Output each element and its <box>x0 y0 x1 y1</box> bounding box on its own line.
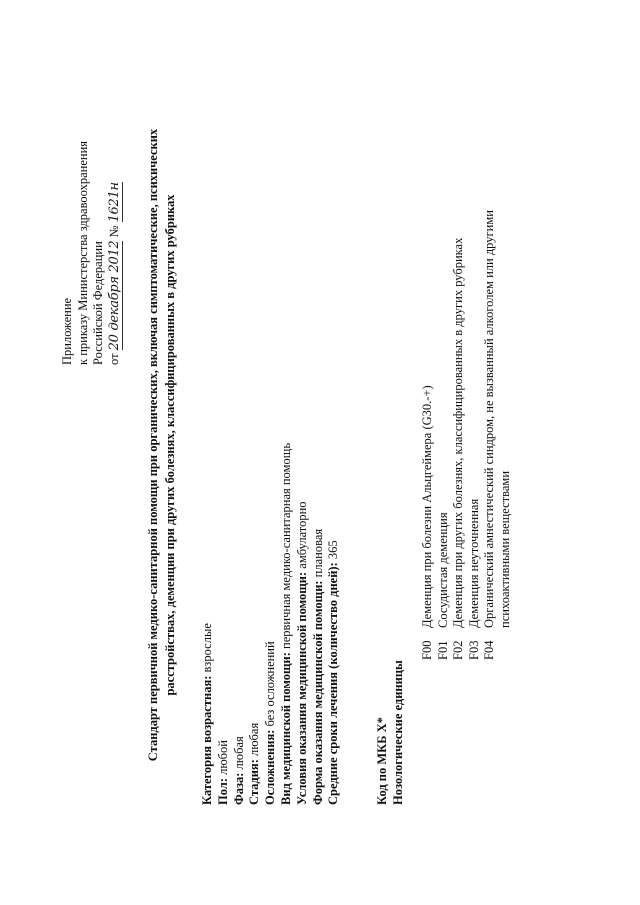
nosology-row <box>451 210 467 660</box>
nosology-list <box>420 210 513 660</box>
icd-code: F01 <box>435 640 450 660</box>
param-label: Стадия: <box>247 759 262 805</box>
document-title <box>145 15 179 875</box>
nosology-row <box>482 210 498 660</box>
nosology-label: Нозологические единицы <box>390 660 405 805</box>
param-treatment-duration <box>326 443 342 805</box>
param-care-type <box>279 443 295 805</box>
icd-code: F00 <box>420 640 434 660</box>
param-value: взрослые <box>200 623 214 676</box>
param-value: любая <box>231 736 246 773</box>
param-label: Фаза: <box>231 772 246 805</box>
standard-parameters <box>200 443 342 805</box>
param-sex <box>216 443 232 805</box>
param-label: Условия оказания медицинской помощи: <box>294 571 309 805</box>
nosology-text: Деменция неуточненная <box>466 498 481 628</box>
param-value: любой <box>215 740 230 779</box>
icd-code: F02 <box>451 640 465 660</box>
nosology-text: Органический амнестический синдром, не вызванный алкоголем или другими <box>482 210 496 628</box>
param-age <box>200 443 216 805</box>
handwritten-number: 1621н <box>106 182 122 223</box>
param-label: Средние сроки лечения (количество дней): <box>326 562 341 805</box>
appendix-ot: от <box>106 353 121 365</box>
nosology-row <box>420 210 436 660</box>
param-label: Категория возрастная: <box>200 675 214 805</box>
param-label: Пол: <box>215 778 230 805</box>
appendix-line-3: Российской Федерации <box>91 241 105 365</box>
param-label: Осложнения: <box>263 729 278 805</box>
param-phase <box>232 443 248 805</box>
appendix-block <box>60 141 122 365</box>
appendix-line-1: Приложение <box>60 297 74 365</box>
param-stage <box>247 443 263 805</box>
nosology-row <box>467 210 483 660</box>
param-value: без осложнений <box>263 641 278 730</box>
nosology-text: Деменция при болезни Альцгеймера (G30.-+) <box>420 385 434 628</box>
param-value: плановая <box>310 528 325 581</box>
handwritten-date: 20 декабря 2012 <box>106 240 122 351</box>
param-label: Вид медицинской помощи: <box>278 652 293 805</box>
param-care-form <box>311 443 327 805</box>
param-value: 365 <box>326 540 341 563</box>
param-care-conditions <box>295 443 311 805</box>
appendix-date-line <box>107 141 123 365</box>
icd-code-label: Код по МКБ X* <box>375 717 389 805</box>
param-value: первичная медико-санитарная помощь <box>278 442 293 653</box>
param-complications <box>263 443 279 805</box>
appendix-line-2: к приказу Министерства здравоохранения <box>75 140 90 365</box>
title-line-2: расстройствах, деменции при других болезнях, классифицированных в других рубриках <box>163 194 177 696</box>
codes-heading <box>375 660 407 805</box>
param-label: Форма оказания медицинской помощи: <box>310 580 325 805</box>
number-sign: № <box>106 225 121 238</box>
nosology-text-continuation: психоактивными веществами <box>497 470 512 628</box>
nosology-text: Деменция при других болезнях, классифицированных в других рубриках <box>451 237 465 628</box>
param-value: амбулаторно <box>294 501 309 572</box>
nosology-row <box>436 210 452 660</box>
title-line-1: Стандарт первичной медико-санитарной помощи при органических, включая симптоматические, психических <box>146 128 160 762</box>
nosology-text: Сосудистая деменция <box>435 512 450 628</box>
param-value: любая <box>247 722 262 760</box>
icd-code: F04 <box>482 640 496 660</box>
icd-code: F03 <box>466 640 481 660</box>
